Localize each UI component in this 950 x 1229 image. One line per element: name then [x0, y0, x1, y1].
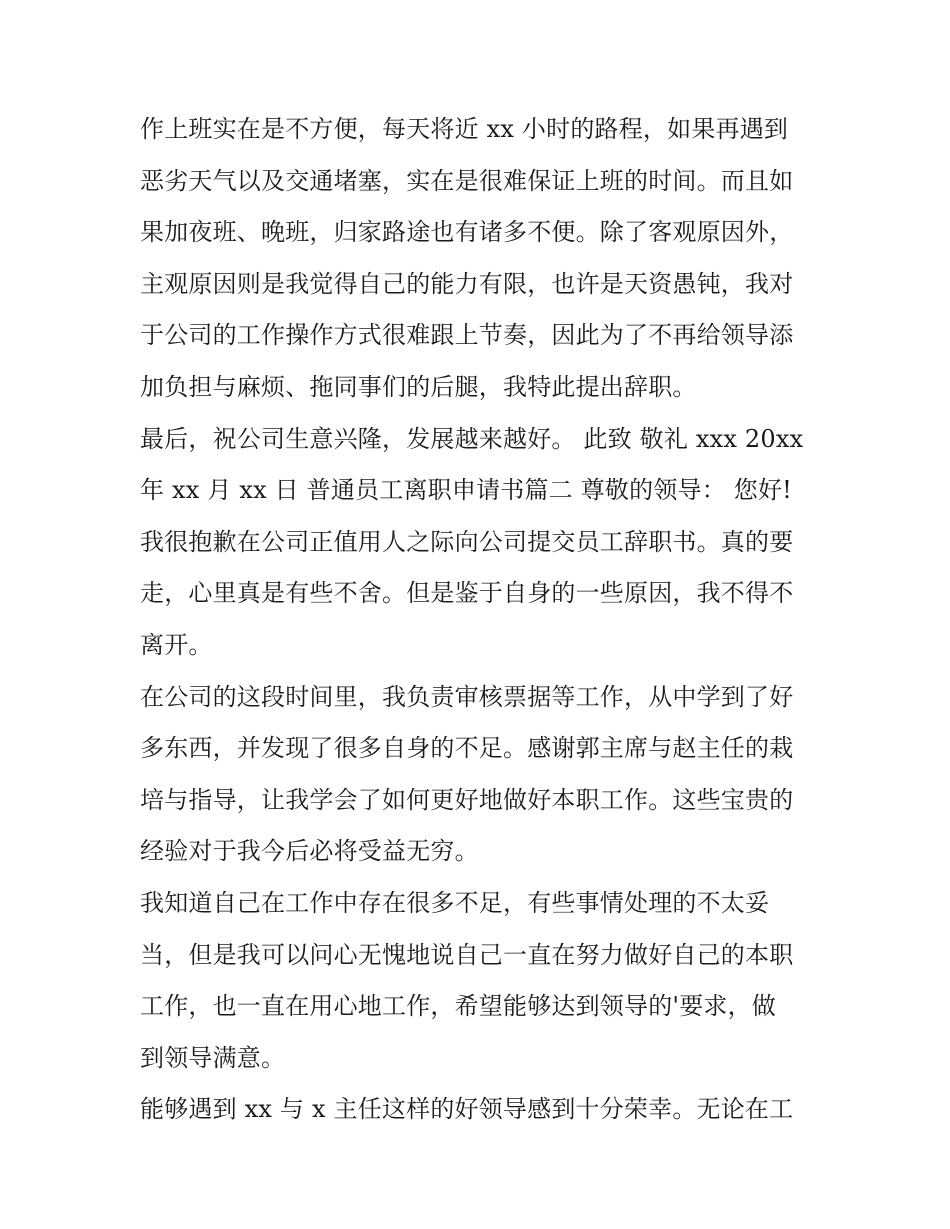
text-line: 我知道自己在工作中存在很多不足，有些事情处理的不太妥	[140, 888, 770, 917]
text-line: 离开。	[140, 630, 213, 659]
text-line: 能够遇到 xx 与 x 主任这样的好领导感到十分荣幸。无论在工	[140, 1095, 794, 1124]
text-line: 当，但是我可以问心无愧地说自己一直在努力做好自己的本职	[140, 940, 794, 969]
text-line: 走，心里真是有些不舍。但是鉴于自身的一些原因，我不得不	[140, 579, 794, 608]
text-line: 恶劣天气以及交通堵塞，实在是很难保证上班的时间。而且如	[140, 166, 794, 195]
text-line: 于公司的工作操作方式很难跟上节奏，因此为了不再给领导添	[140, 321, 794, 350]
text-line: 经验对于我今后必将受益无穷。	[140, 837, 479, 866]
text-line: 我很抱歉在公司正值用人之际向公司提交员工辞职书。真的要	[140, 527, 794, 556]
text-line: 主观原因则是我觉得自己的能力有限，也许是天资愚钝，我对	[140, 269, 794, 298]
text-line: 多东西，并发现了很多自身的不足。感谢郭主席与赵主任的栽	[140, 734, 794, 763]
text-line: 最后，祝公司生意兴隆，发展越来越好。 此致 敬礼 xxx 20xx	[140, 424, 804, 453]
text-line: 作上班实在是不方便，每天将近 xx 小时的路程，如果再遇到	[140, 115, 789, 143]
text-line: 培与指导，让我学会了如何更好地做好本职工作。这些宝贵的	[140, 785, 794, 814]
text-line: 工作，也一直在用心地工作，希望能够达到领导的'要求，做	[140, 992, 776, 1021]
text-line: 在公司的这段时间里，我负责审核票据等工作，从中学到了好	[140, 682, 794, 711]
text-line: 果加夜班、晚班，归家路途也有诸多不便。除了客观原因外，	[140, 218, 794, 247]
text-line: 加负担与麻烦、拖同事们的后腿，我特此提出辞职。	[140, 372, 697, 401]
text-line: 到领导满意。	[140, 1043, 286, 1072]
text-line: 年 xx 月 xx 日 普通员工离职申请书篇二 尊敬的领导： 您好!	[140, 476, 792, 505]
document-body	[140, 104, 820, 1136]
